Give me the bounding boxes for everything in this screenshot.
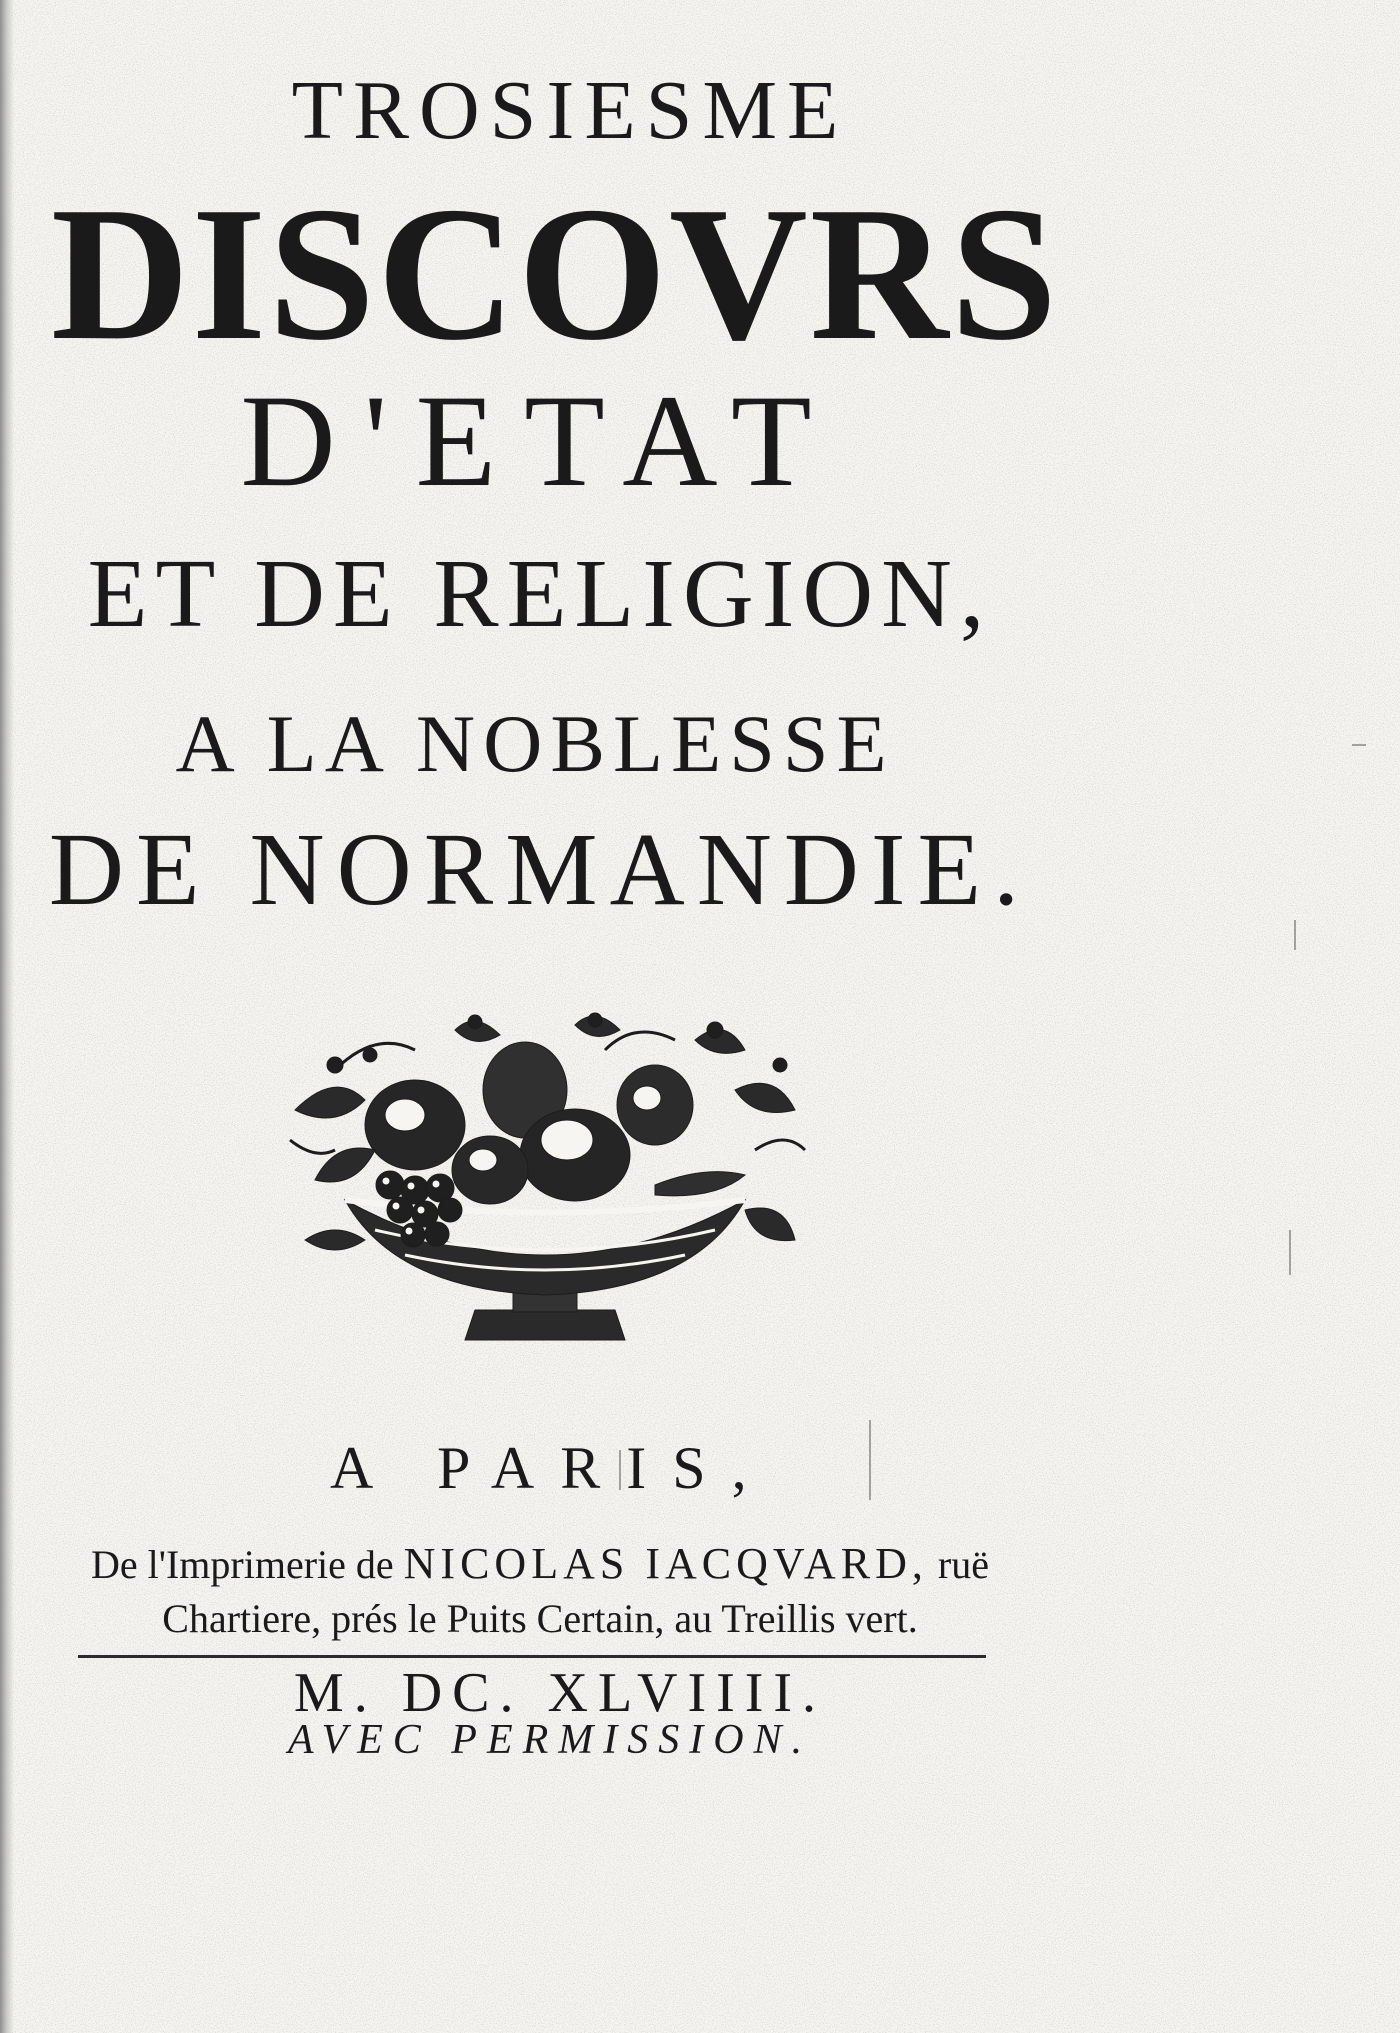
fruit-basket-woodcut-icon (275, 1010, 815, 1350)
title-line-6: DE NORMANDIE. (48, 812, 1032, 927)
title-line-5: A LA NOBLESSE (175, 698, 895, 789)
imprint-rule (78, 1655, 986, 1658)
permission-line: AVEC PERMISSION. (287, 1717, 813, 1763)
title-line-3: D'ETAT (240, 367, 840, 514)
title-line-2: DISCOVRS (50, 167, 1060, 380)
publication-year: M. DC. XLVIIII. (293, 1662, 827, 1724)
imprint-suffix: ruë (937, 1542, 989, 1587)
title-line-4: ET DE RELIGION, (87, 540, 993, 648)
imprint-line-2: Chartiere, prés le Puits Certain, au Treillis vert. (162, 1596, 918, 1641)
imprint-printer-name: NICOLAS IACQVARD, (403, 1539, 928, 1588)
imprint-prefix: De l'Imprimerie de (91, 1542, 394, 1587)
imprint-city: A PARIS, (330, 1435, 773, 1501)
imprint-line-1 (0, 1540, 1080, 1588)
title-line-1: TROSIESME (291, 64, 849, 157)
